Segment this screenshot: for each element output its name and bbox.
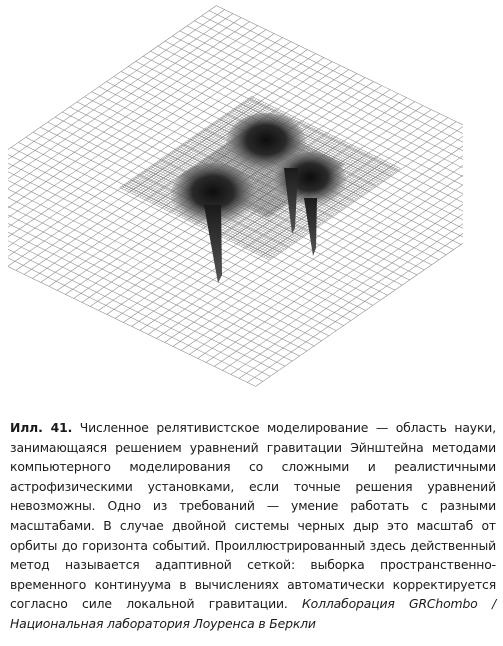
adaptive-mesh-illustration <box>8 0 463 398</box>
caption-credit: Коллаборация GRChombo / Национальная лаборатория Лоуренса в Беркли <box>10 596 496 631</box>
figure-caption <box>10 418 496 634</box>
adaptive-mesh-figure <box>8 0 463 398</box>
figure-label: Илл. 41. <box>10 420 73 435</box>
caption-text: Численное релятивистское моделирование — область науки, занимающаяся решением уравнений гравитации Эйнштейна методами компьютерного моделирования со сложными и реалистичными астрофизическими установками, если точные решения уравнений невозможны. Одно из требований — умение работать с разными масштабами. В случае двойной системы черных дыр это масштаб от орбиты до горизонта событий. Проиллюстрированный здесь действенный метод называется адаптивной сеткой: выборка пространственно-временного континуума в вычислениях автоматически корректируется согласно силе локальной гравитации. <box>10 420 496 612</box>
